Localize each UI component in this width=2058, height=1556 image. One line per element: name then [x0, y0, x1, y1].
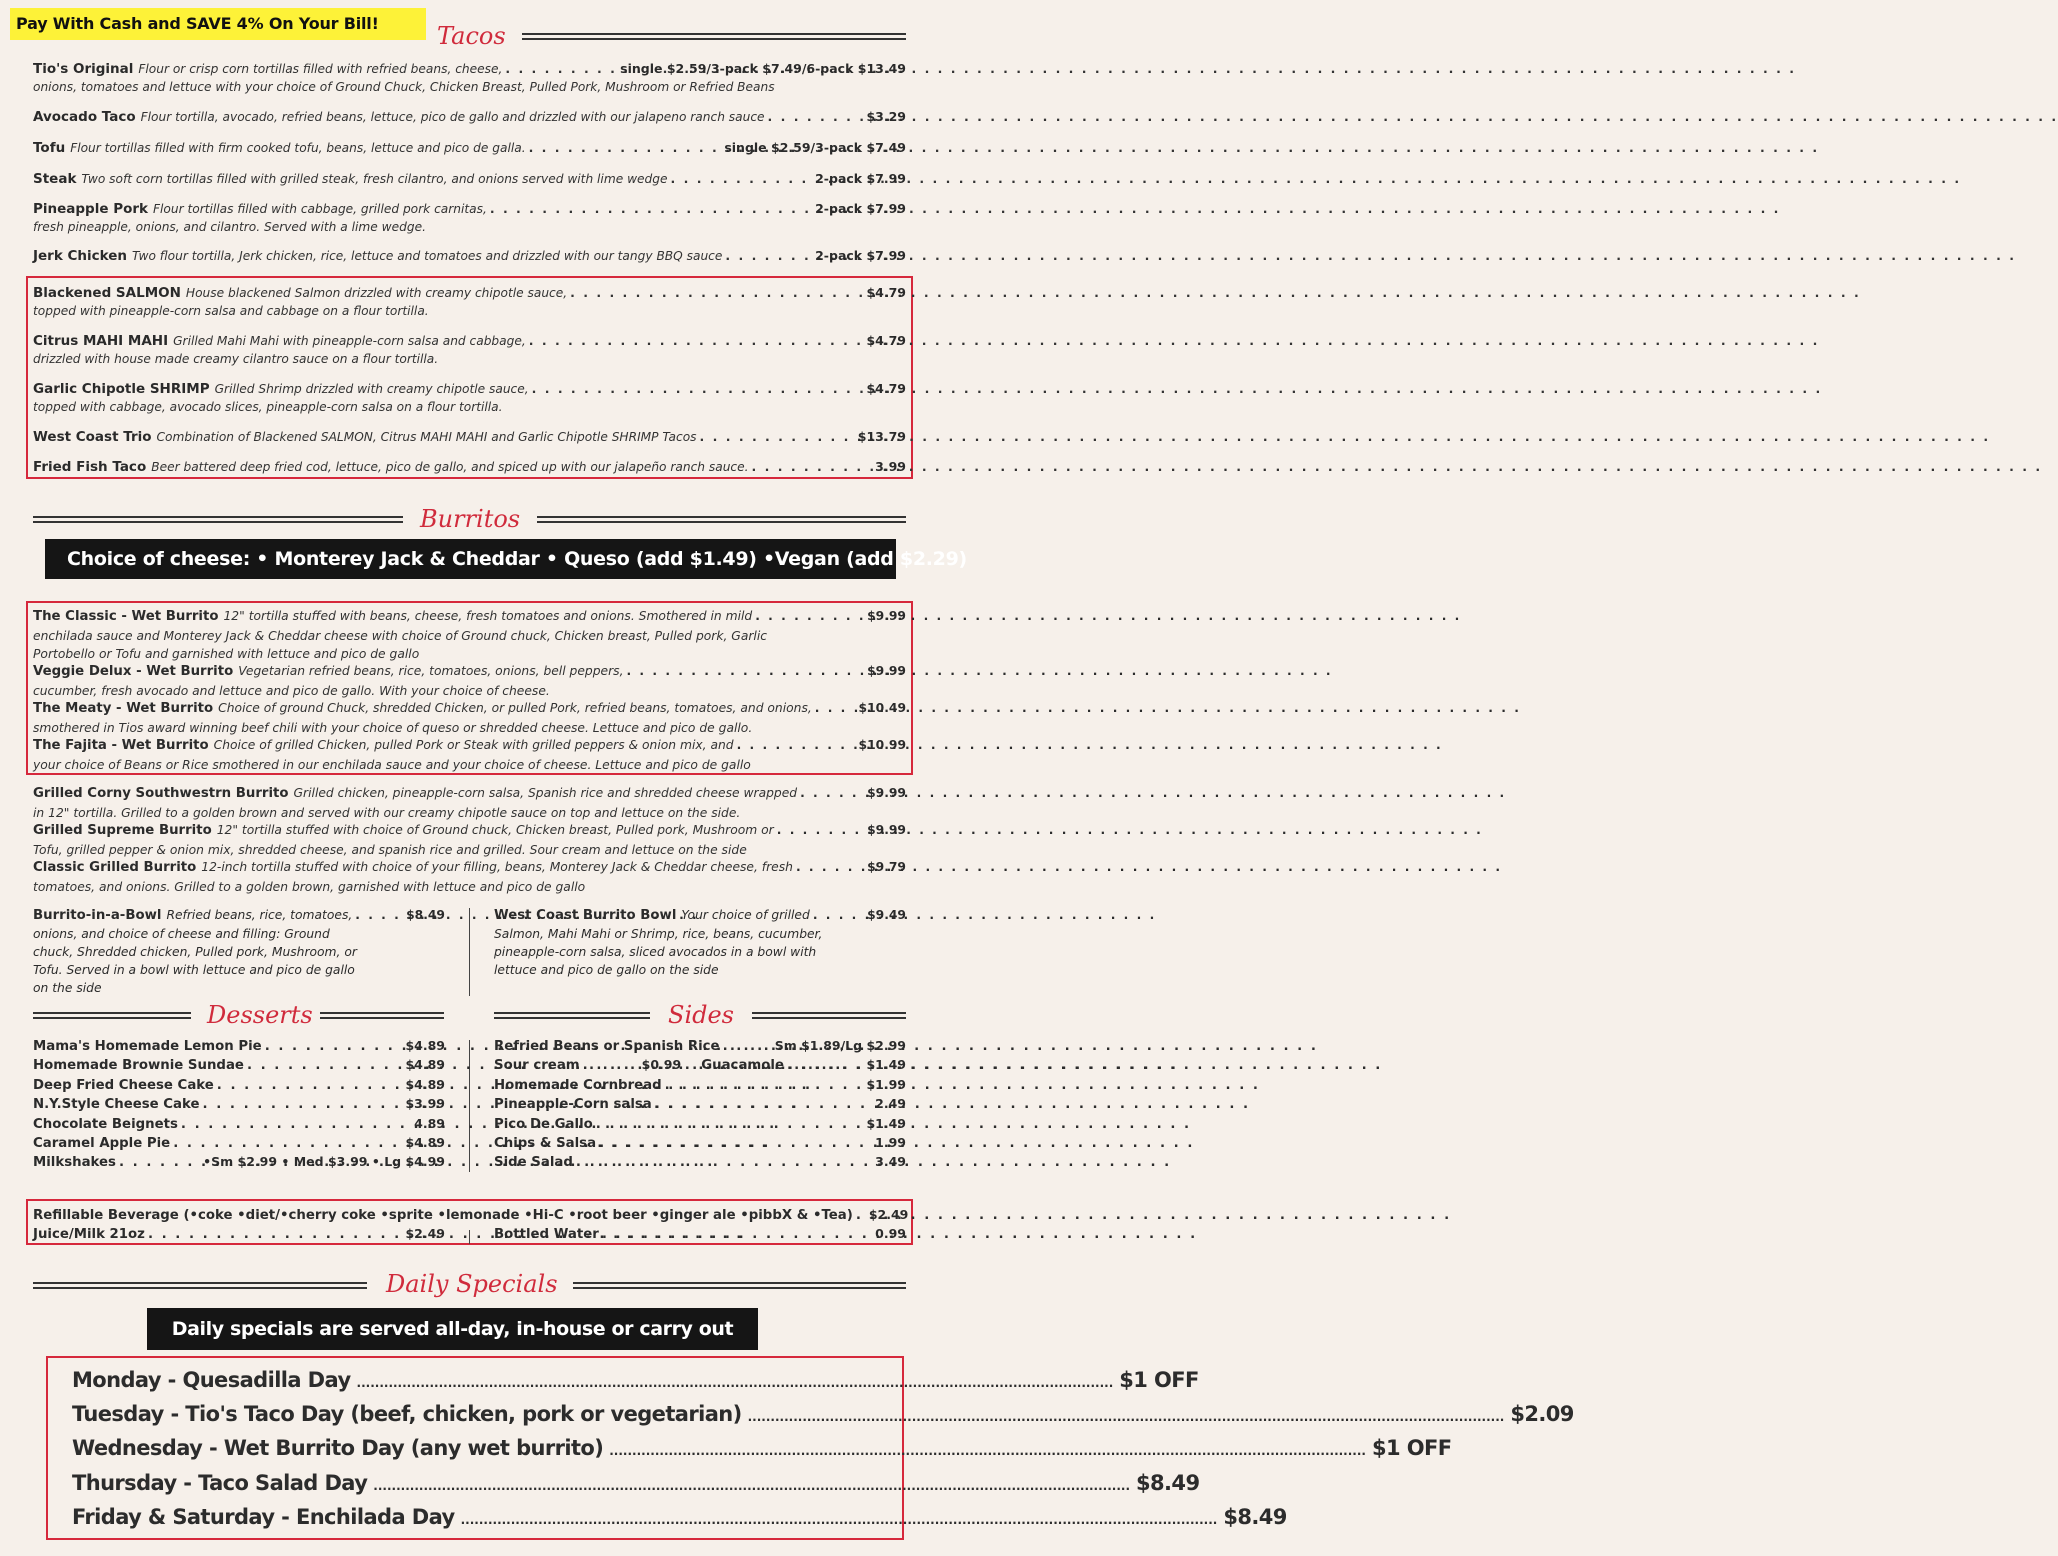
taco-item — [33, 60, 906, 96]
special-price: $8.49 — [1136, 1471, 1200, 1495]
item-name: Fried Fish Taco — [33, 459, 147, 475]
dot-leader — [570, 284, 863, 302]
burrito-item — [33, 607, 906, 664]
item-name: Classic Grilled Burrito — [33, 860, 197, 875]
dot-leader — [490, 200, 812, 218]
item-price: $9.99 — [867, 786, 906, 800]
item-price: $13.79 — [857, 429, 906, 444]
item-price: 2-pack $7.99 — [815, 201, 906, 216]
dot-leader — [813, 906, 864, 924]
burrito-bowl-item — [494, 906, 906, 979]
special-item — [72, 1363, 1199, 1400]
dot-leader — [777, 821, 864, 840]
item-price: $1.49 — [866, 1057, 906, 1072]
dessert-item — [33, 1133, 445, 1153]
item-name: Tio's Original — [33, 61, 134, 77]
item-name: Garlic Chipotle SHRIMP — [33, 381, 210, 397]
dessert-item — [33, 1055, 445, 1075]
item-desc-cont: your choice of Beans or Rice smothered in our enchilada sauce and your choice of cheese. Lettuce and pico de gallo — [33, 757, 751, 772]
item-name: Veggie Delux - Wet Burrito — [33, 664, 234, 679]
special-day: Tuesday - Tio's Taco Day (beef, chicken, pork or vegetarian) — [72, 1402, 742, 1426]
item-desc-cont: onions, and choice of cheese and filling: Ground — [33, 927, 330, 941]
dot-leader — [752, 458, 873, 476]
seafood-taco-item — [33, 284, 906, 320]
dot-leader — [357, 1366, 1114, 1400]
item-name: Pico De Gallo — [494, 1117, 593, 1132]
dot-leader — [787, 1056, 863, 1075]
side-item — [494, 1075, 906, 1095]
sides-rule-left — [494, 1012, 650, 1019]
item-price: 2.49 — [875, 1096, 906, 1111]
item-desc-cont: topped with pineapple-corn salsa and cabbage on a flour tortilla. — [33, 304, 429, 318]
item-name: Sour cream — [494, 1058, 580, 1073]
special-price: $1 OFF — [1371, 1436, 1452, 1460]
item-desc: Flour tortillas filled with cabbage, grilled pork carnitas, — [153, 202, 487, 216]
dot-leader — [856, 1206, 866, 1225]
dot-leader — [815, 699, 856, 718]
dot-leader — [796, 858, 864, 877]
special-price: $8.49 — [1223, 1505, 1287, 1529]
item-price: 2-pack $7.99 — [815, 248, 906, 263]
dot-leader — [532, 380, 864, 398]
item-desc: Flour or crisp corn tortillas filled with refried beans, cheese, — [138, 62, 503, 76]
item-price: $1.49 — [866, 1116, 906, 1131]
dot-leader — [461, 1503, 1218, 1537]
item-name: Burrito-in-a-Bowl — [33, 908, 162, 923]
dot-leader — [626, 662, 864, 681]
item-desc-cont: fresh pineapple, onions, and cilantro. Served with a lime wedge. — [33, 220, 426, 234]
cash-discount-banner: Pay With Cash and SAVE 4% On Your Bill! — [10, 8, 426, 40]
dot-leader — [665, 1076, 864, 1095]
seafood-taco-item — [33, 380, 906, 416]
dot-leader — [203, 1095, 403, 1114]
taco-item — [33, 139, 906, 157]
item-desc-cont: onions, tomatoes and lettuce with your choice of Ground Chuck, Chicken Breast, Pulled Pork, Mushroom or Refried Beans — [33, 80, 775, 94]
item-name: Side Salad — [494, 1155, 573, 1170]
special-price: $2.09 — [1510, 1402, 1574, 1426]
item-name: Bottled Water — [494, 1227, 599, 1242]
item-price: Sm $1.89/Lg $2.99 — [774, 1038, 906, 1053]
dot-leader — [755, 607, 864, 626]
item-name: Grilled Supreme Burrito — [33, 823, 212, 838]
dot-leader — [529, 139, 722, 157]
item-price: $8.49 — [406, 908, 445, 922]
side-item — [494, 1133, 906, 1153]
desserts-title: Desserts — [207, 1001, 313, 1029]
item-desc-cont: on the side — [33, 981, 102, 995]
dessert-item — [33, 1075, 445, 1095]
item-price: 4.89 — [414, 1116, 445, 1131]
seafood-taco-item — [33, 458, 906, 476]
item-name: Refried Beans or Spanish Rice — [494, 1039, 720, 1054]
item-desc: Beer battered deep fried cod, lettuce, pico de gallo, and spiced up with our jalapeño ranch sauce. — [151, 460, 749, 474]
item-desc: Grilled Shrimp drizzled with creamy chipotle sauce, — [214, 382, 529, 396]
taco-item — [33, 108, 906, 126]
burrito-item — [33, 699, 906, 737]
burritos-rule-right — [537, 516, 906, 523]
item-price: $9.79 — [867, 860, 906, 874]
dot-leader — [609, 1434, 1366, 1468]
burrito-item — [33, 821, 906, 859]
item-desc-cont: Tofu, grilled pepper & onion mix, shredded cheese, and spanish rice and grilled. Sour cream and lettuce on the side — [33, 842, 747, 857]
item-desc-cont: cucumber, fresh avocado and lettuce and pico de gallo. With your choice of cheese. — [33, 683, 550, 698]
dot-leader — [599, 1134, 872, 1153]
item-price: 2-pack $7.99 — [815, 171, 906, 186]
item-desc: Choice of grilled Chicken, pulled Pork or Steak with grilled peppers & onion mix, and — [213, 738, 734, 752]
item-desc-cont: topped with cabbage, avocado slices, pineapple-corn salsa on a flour tortilla. — [33, 400, 503, 414]
dessert-item — [33, 1036, 445, 1056]
burrito-item — [33, 784, 906, 822]
item-price: single $2.59/3-pack $7.49 — [724, 140, 906, 155]
item-name: The Meaty - Wet Burrito — [33, 701, 214, 716]
item-price: 1.99 — [875, 1135, 906, 1150]
dot-leader — [671, 170, 813, 188]
item-desc: Flour tortilla, avocado, refried beans, lettuce, pico de gallo and drizzled with our jalapeno ranch sauce — [140, 110, 765, 124]
item-desc: Grilled chicken, pineapple-corn salsa, Spanish rice and shredded cheese wrapped — [293, 786, 798, 800]
item-price: $3.99 — [405, 1096, 445, 1111]
dot-leader — [723, 1037, 772, 1056]
taco-item — [33, 200, 906, 236]
item-desc-cont: drizzled with house made creamy cilantro sauce on a flour tortilla. — [33, 352, 439, 366]
item-name: West Coast Burrito Bowl — [494, 908, 677, 923]
column-divider — [469, 1230, 470, 1244]
dot-leader — [355, 906, 403, 924]
column-divider — [469, 908, 470, 996]
item-price: $9.99 — [867, 609, 906, 623]
burrito-bowl-item — [33, 906, 445, 997]
item-price: $1.99 — [866, 1077, 906, 1092]
tacos-rule — [522, 33, 906, 40]
item-desc-cont: in 12" tortilla. Grilled to a golden brown and served with our creamy chipotle sauce on top and lettuce on the side. — [33, 805, 741, 820]
sides-rule-right — [752, 1012, 906, 1019]
item-price: $9.99 — [867, 823, 906, 837]
item-name: Grilled Corny Southwestrn Burrito — [33, 786, 289, 801]
item-price: single $2.59/3-pack $7.49/6-pack $13.49 — [620, 61, 906, 76]
special-day: Friday & Saturday - Enchilada Day — [72, 1505, 455, 1529]
desserts-rule-right — [320, 1012, 444, 1019]
item-price: $2.49 — [868, 1207, 909, 1222]
item-desc: Choice of ground Chuck, shredded Chicken, or pulled Pork, refried beans, tomatoes, and onions, — [218, 701, 812, 715]
item-name: Mama's Homemade Lemon Pie — [33, 1039, 262, 1054]
dot-leader — [800, 784, 864, 803]
dot-leader — [583, 1056, 639, 1075]
item-desc-cont: smothered in Tios award winning beef chili with your choice of queso or shredded cheese. Lettuce and pico de gallo. — [33, 720, 753, 735]
burritos-rule-left — [33, 516, 403, 523]
item-name: Steak — [33, 171, 77, 187]
item-name: Jerk Chicken — [33, 248, 128, 264]
item-name: Refillable Beverage (•coke •diet/•cherry coke •sprite •lemonade •Hi-C •root beer •ginger ale •pibbX & •Tea) — [33, 1208, 853, 1223]
item-name: Guacamole — [701, 1058, 784, 1073]
item-desc-cont: chuck, Shredded chicken, Pulled pork, Mushroom, or — [33, 945, 357, 959]
specials-rule-right — [573, 1282, 906, 1289]
burrito-item — [33, 736, 906, 774]
item-price: 3.99 — [875, 459, 906, 474]
dot-leader — [768, 108, 864, 126]
item-desc: 12-inch tortilla stuffed with choice of your filling, beans, Monterey Jack & Cheddar cheese, fresh — [201, 860, 793, 874]
special-price: $1 OFF — [1119, 1368, 1199, 1392]
seafood-taco-item — [33, 332, 906, 368]
specials-rule-left — [33, 1282, 367, 1289]
special-day: Thursday - Taco Salad Day — [72, 1471, 368, 1495]
item-price: 0.99 — [875, 1226, 906, 1241]
item-price: $10.49 — [858, 701, 906, 715]
dessert-item — [33, 1114, 445, 1134]
item-price: $4.89 — [405, 1135, 445, 1150]
tacos-title: Tacos — [437, 22, 506, 50]
item-price: $4.79 — [866, 333, 906, 348]
side-item — [494, 1094, 906, 1114]
dot-leader — [700, 428, 855, 446]
item-price: •Sm $2.99 • Med $3.99 • Lg $4.99 — [203, 1154, 445, 1169]
special-item — [72, 1431, 1452, 1468]
seafood-taco-item — [33, 428, 906, 446]
item-name: Deep Fried Cheese Cake — [33, 1078, 214, 1093]
item-price: $2.49 — [405, 1226, 445, 1241]
dot-leader — [173, 1134, 402, 1153]
dot-leader — [529, 332, 864, 350]
item-name: The Fajita - Wet Burrito — [33, 738, 209, 753]
item-price: $4.79 — [866, 285, 906, 300]
item-name: Chips & Salsa — [494, 1136, 597, 1151]
item-name: Caramel Apple Pie — [33, 1136, 171, 1151]
item-name: Milkshakes — [33, 1155, 116, 1170]
side-item — [494, 1036, 906, 1056]
item-desc: 12" tortilla stuffed with beans, cheese, fresh tomatoes and onions. Smothered in mild — [223, 609, 753, 623]
item-price: $0.99 — [641, 1057, 682, 1072]
dot-leader — [737, 736, 856, 755]
item-name: Homemade Brownie Sundae — [33, 1058, 244, 1073]
dot-leader — [655, 1095, 872, 1114]
dessert-item — [33, 1094, 445, 1114]
item-desc: Your choice of grilled — [681, 908, 810, 922]
specials-title: Daily Specials — [386, 1270, 558, 1298]
item-name: Tofu — [33, 140, 66, 156]
item-price: $10.99 — [858, 738, 906, 752]
taco-item — [33, 247, 906, 265]
item-name: Pineapple Pork — [33, 201, 149, 217]
dot-leader — [217, 1076, 403, 1095]
special-item — [72, 1397, 1574, 1434]
item-name: Blackened SALMON — [33, 285, 181, 301]
desserts-rule-left — [33, 1012, 191, 1019]
specials-info-bar: Daily specials are served all-day, in-house or carry out — [147, 1308, 758, 1350]
item-desc-cont: pineapple-corn salsa, sliced avocados in a bowl with — [494, 945, 817, 959]
item-name: West Coast Trio — [33, 429, 152, 445]
burrito-item — [33, 858, 906, 896]
item-desc-cont: enchilada sauce and Monterey Jack & Cheddar cheese with choice of Ground chuck, Chicken breast, Pulled pork, Garlic — [33, 628, 768, 643]
dot-leader — [602, 1225, 872, 1244]
item-price: $4.79 — [866, 381, 906, 396]
item-price: $9.99 — [867, 664, 906, 678]
burritos-title: Burritos — [420, 505, 521, 533]
item-name: Pineapple-Corn salsa — [494, 1097, 652, 1112]
side-item — [494, 1152, 906, 1172]
burrito-item — [33, 662, 906, 700]
item-desc-cont: Portobello or Tofu and garnished with lettuce and pico de gallo — [33, 647, 420, 661]
item-name: Avocado Taco — [33, 109, 136, 125]
item-price: $9.49 — [867, 908, 906, 922]
dot-leader — [505, 60, 617, 78]
side-item — [494, 1055, 906, 1075]
item-name: N.Y.Style Cheese Cake — [33, 1097, 200, 1112]
item-name: The Classic - Wet Burrito — [33, 609, 219, 624]
item-name: Chocolate Beignets — [33, 1117, 178, 1132]
dessert-item — [33, 1152, 445, 1172]
item-desc: Combination of Blackened SALMON, Citrus MAHI MAHI and Garlic Chipotle SHRIMP Tacos — [156, 430, 697, 444]
dot-leader — [596, 1115, 864, 1134]
dot-leader — [148, 1225, 403, 1244]
special-day: Wednesday - Wet Burrito Day (any wet burrito) — [72, 1436, 604, 1460]
item-price: $4.89 — [405, 1057, 445, 1072]
item-desc: Refried beans, rice, tomatoes, — [166, 908, 353, 922]
dot-leader — [265, 1037, 403, 1056]
item-desc: Two flour tortilla, Jerk chicken, rice, lettuce and tomatoes and drizzled with our tangy BBQ sauce — [132, 249, 723, 263]
item-price: 3.49 — [875, 1154, 906, 1169]
special-day: Monday - Quesadilla Day — [72, 1368, 351, 1392]
item-price: $4.89 — [405, 1038, 445, 1053]
item-desc: House blackened Salmon drizzled with creamy chipotle sauce, — [185, 286, 568, 300]
dot-leader — [373, 1469, 1130, 1503]
taco-item — [33, 170, 906, 188]
item-desc: Vegetarian refried beans, rice, tomatoes, onions, bell peppers, — [238, 664, 624, 678]
dot-leader — [725, 247, 812, 265]
item-price: $3.29 — [866, 109, 906, 124]
item-desc: 12" tortilla stuffed with choice of Ground chuck, Chicken breast, Pulled pork, Mushroom or — [216, 823, 774, 837]
item-desc: Two soft corn tortillas filled with grilled steak, fresh cilantro, and onions served with lime wedge — [81, 172, 668, 186]
item-price: $4.89 — [405, 1077, 445, 1092]
item-name: Juice/Milk 21oz — [33, 1227, 145, 1242]
item-desc-cont: tomatoes, and onions. Grilled to a golden brown, garnished with lettuce and pico de gallo — [33, 879, 586, 894]
side-item — [494, 1114, 906, 1134]
item-desc: Grilled Mahi Mahi with pineapple-corn salsa and cabbage, — [173, 334, 526, 348]
item-name: Homemade Cornbread — [494, 1078, 662, 1093]
beverage-item — [33, 1224, 445, 1244]
sides-title: Sides — [668, 1001, 734, 1029]
special-item — [72, 1500, 1287, 1537]
special-item — [72, 1466, 1200, 1503]
item-desc-cont: lettuce and pico de gallo on the side — [494, 963, 719, 977]
item-desc: Flour tortillas filled with firm cooked tofu, beans, lettuce and pico de galla. — [70, 141, 526, 155]
item-name: Citrus MAHI MAHI — [33, 333, 169, 349]
item-desc-cont: Salmon, Mahi Mahi or Shrimp, rice, beans, cucumber, — [494, 927, 823, 941]
beverage-item — [33, 1205, 909, 1225]
item-desc-cont: Tofu. Served in a bowl with lettuce and pico de gallo — [33, 963, 355, 977]
dot-leader — [119, 1153, 200, 1172]
cheese-choice-bar: Choice of cheese: • Monterey Jack & Cheddar • Queso (add $1.49) •Vegan (add $2.29) — [45, 539, 896, 579]
beverage-item — [494, 1224, 906, 1244]
dot-leader — [181, 1115, 411, 1134]
dot-leader — [748, 1400, 1505, 1434]
dot-leader — [576, 1153, 872, 1172]
dot-leader — [247, 1056, 403, 1075]
